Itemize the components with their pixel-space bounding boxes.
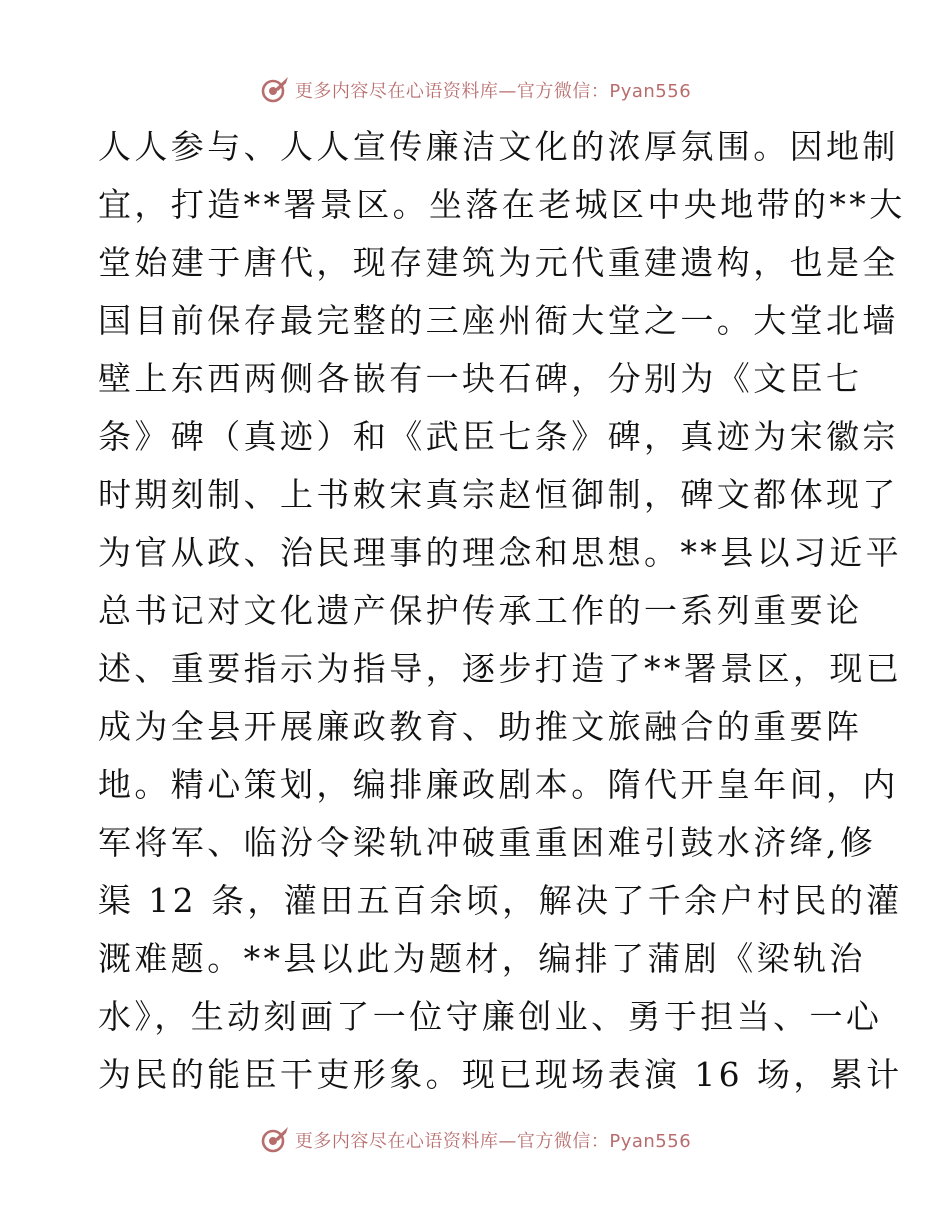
body-line: 条》碑（真迹）和《武臣七条》碑，真迹为宋徽宗 xyxy=(98,417,899,456)
body-line: 壁上东西两侧各嵌有一块石碑，分别为《文臣七 xyxy=(98,359,863,398)
body-line: 人人参与、人人宣传廉洁文化的浓厚氛围。因地制 xyxy=(98,127,899,166)
quill-logo-icon xyxy=(259,1124,291,1156)
footer-watermark xyxy=(0,1120,950,1160)
body-line: 军将军、临汾令梁轨冲破重重困难引鼓水济绛,修 xyxy=(98,823,877,862)
body-line: 总书记对文化遗产保护传承工作的一系列重要论 xyxy=(98,591,863,630)
body-line: 渠 12 条，灌田五百余顷，解决了千余户村民的灌 xyxy=(98,881,903,920)
body-line: 成为全县开展廉政教育、助推文旅融合的重要阵 xyxy=(98,707,863,746)
document-body xyxy=(98,118,906,1104)
header-watermark xyxy=(0,70,950,110)
body-line: 时期刻制、上书敕宋真宗赵恒御制，碑文都体现了 xyxy=(98,475,899,514)
body-line: 水》，生动刻画了一位守廉创业、勇于担当、一心 xyxy=(98,997,883,1036)
watermark-text: 更多内容尽在心语资料库—官方微信：Pyan556 xyxy=(294,1131,692,1152)
body-line: 为民的能臣干吏形象。现已现场表演 16 场，累计 xyxy=(98,1055,903,1094)
body-line: 述、重要指示为指导，逐步打造了**署景区，现已 xyxy=(98,649,903,688)
body-line: 宜，打造**署景区。坐落在老城区中央地带的**大 xyxy=(98,185,906,224)
body-line: 为官从政、治民理事的理念和思想。**县以习近平 xyxy=(98,533,903,572)
body-line: 堂始建于唐代，现存建筑为元代重建遗构，也是全 xyxy=(98,243,899,282)
body-line: 溉难题。**县以此为题材，编排了蒲剧《梁轨治 xyxy=(98,939,866,978)
body-line: 国目前保存最完整的三座州衙大堂之一。大堂北墙 xyxy=(98,301,899,340)
watermark-text: 更多内容尽在心语资料库—官方微信：Pyan556 xyxy=(294,81,692,102)
quill-logo-icon xyxy=(259,74,291,106)
body-line: 地。精心策划，编排廉政剧本。隋代开皇年间，内 xyxy=(98,765,899,804)
